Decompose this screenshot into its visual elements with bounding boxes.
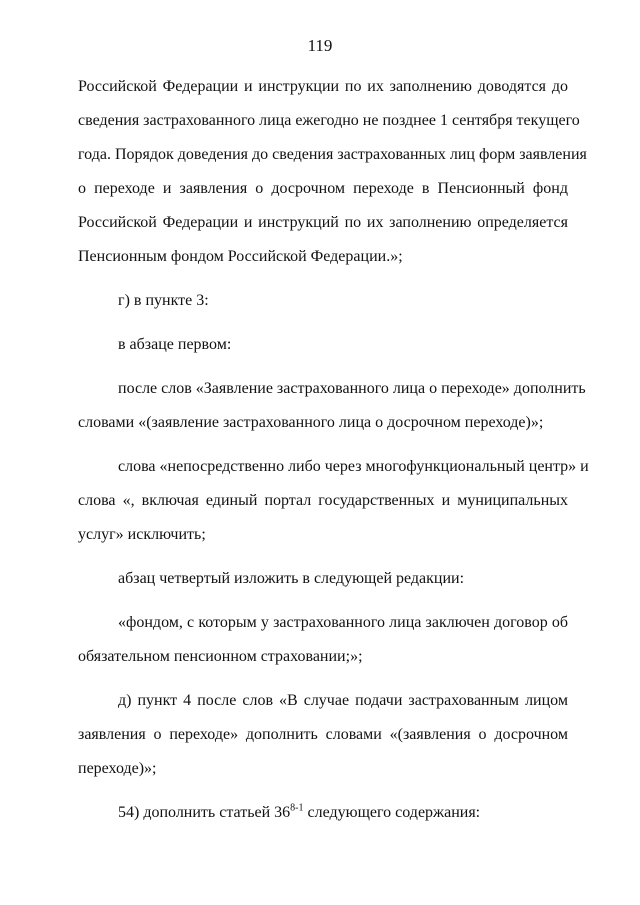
text-line: слова «, включая единый портал государственных и муниципальных xyxy=(78,492,568,509)
item-d xyxy=(78,684,568,786)
paragraph-continuation xyxy=(78,70,587,274)
item-g-amendment-2 xyxy=(78,450,589,552)
text-line: обязательном пенсионном страховании;»; xyxy=(78,648,363,665)
text-line: слова «непосредственно либо через многофункциональный центр» и xyxy=(118,458,589,475)
text-line: заявления о переходе» дополнить словами «(заявления о досрочном xyxy=(78,726,568,743)
text-line: «фондом, с которым у застрахованного лица заключен договор об xyxy=(118,614,568,631)
text-line: года. Порядок доведения до сведения застрахованных лиц форм заявления xyxy=(78,146,587,163)
item-g-amendment-1 xyxy=(78,372,586,440)
text-line: после слов «Заявление застрахованного лица о переходе» дополнить xyxy=(118,380,586,397)
item-g-sub-first-paragraph: в абзаце первом: xyxy=(118,336,232,353)
item-g-new-wording xyxy=(78,606,568,674)
text-line: Российской Федерации и инструкции по их заполнению доводятся до xyxy=(78,78,568,95)
item-54-text-end: следующего содержания: xyxy=(303,804,481,821)
document-body xyxy=(78,70,589,830)
item-54-superscript: 8-1 xyxy=(290,802,304,814)
page-number: 119 xyxy=(307,36,333,55)
item-g-heading: г) в пункте 3: xyxy=(118,292,209,309)
text-line: о переходе и заявления о досрочном переходе в Пенсионный фонд xyxy=(78,180,568,197)
text-line: Российской Федерации и инструкций по их заполнению определяется xyxy=(78,214,568,231)
item-54 xyxy=(78,796,568,830)
text-line: услуг» исключить; xyxy=(78,526,206,543)
text-line: сведения застрахованного лица ежегодно не позднее 1 сентября текущего xyxy=(78,112,580,129)
item-54-text: 54) дополнить статьей 36 xyxy=(118,804,291,821)
text-line: переходе)»; xyxy=(78,760,157,777)
text-line: д) пункт 4 после слов «В случае подачи застрахованным лицом xyxy=(118,692,568,709)
item-g-sub-fourth-paragraph: абзац четвертый изложить в следующей редакции: xyxy=(118,570,465,587)
text-line: Пенсионным фондом Российской Федерации.»; xyxy=(78,248,403,265)
text-line: словами «(заявление застрахованного лица о досрочном переходе)»; xyxy=(78,414,544,431)
